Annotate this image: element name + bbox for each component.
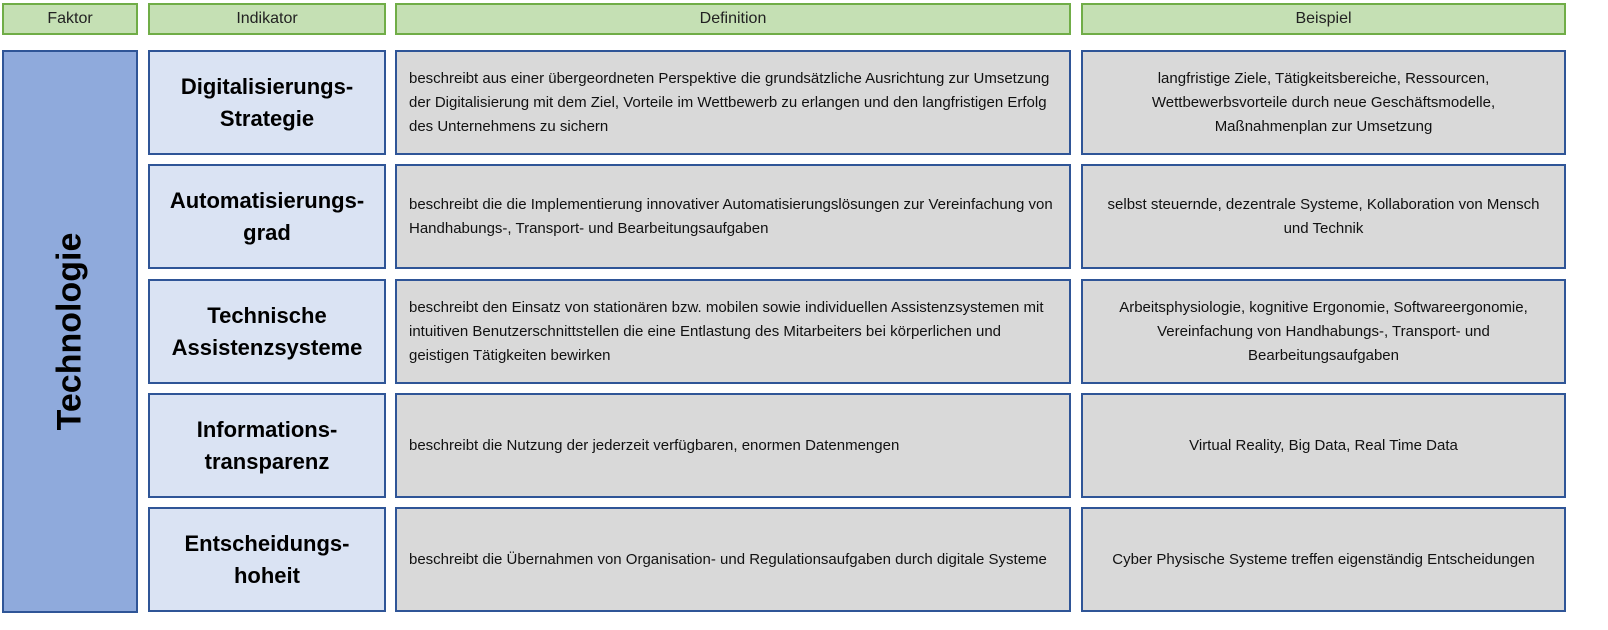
beispiel-text: Virtual Reality, Big Data, Real Time Data (1189, 436, 1458, 454)
header-indikator-label: Indikator (236, 10, 298, 27)
indikator-label: Entscheidungs- hoheit (184, 530, 350, 588)
indikator-cell-1 (148, 50, 386, 155)
header-indikator (148, 3, 386, 35)
indikator-cell-2 (148, 164, 386, 269)
beispiel-text: langfristige Ziele, Tätigkeitsbereiche, Ressourcen, Wettbewerbsvorteile durch neue Geschäftsmodelle, Maßnahmenplan zur Umsetzung (1151, 69, 1496, 135)
beispiel-text: Arbeitsphysiologie, kognitive Ergonomie, Softwareergonomie, Vereinfachung von Handhabungs-, Transport- und Bearbeitungsaufgaben (1119, 298, 1528, 364)
indikator-cell-3 (148, 279, 386, 384)
header-faktor (2, 3, 138, 35)
indikator-label: Automatisierungs- grad (169, 187, 365, 245)
faktor-cell (2, 50, 138, 613)
beispiel-text: selbst steuernde, dezentrale Systeme, Kollaboration von Mensch und Technik (1107, 195, 1540, 237)
definition-cell-5 (395, 507, 1071, 612)
beispiel-cell-1 (1081, 50, 1566, 155)
header-beispiel (1081, 3, 1566, 35)
faktor-label: Technologie (50, 232, 89, 431)
beispiel-cell-3 (1081, 279, 1566, 384)
indikator-cell-5 (148, 507, 386, 612)
definition-text: beschreibt aus einer übergeordneten Perspektive die grundsätzliche Ausrichtung zur Umsetzung der Digitalisierung mit dem Ziel, Vorteile im Wettbewerb zu erlangen und den langfristigen Erfolg des Unternehmens zu sichern (409, 69, 1050, 135)
definition-cell-3 (395, 279, 1071, 384)
definition-cell-4 (395, 393, 1071, 498)
header-definition-label: Definition (699, 10, 767, 27)
indikator-label: Technische Assistenzsysteme (171, 302, 363, 360)
definition-cell-2 (395, 164, 1071, 269)
definition-cell-1 (395, 50, 1071, 155)
beispiel-cell-5 (1081, 507, 1566, 612)
indikator-label: Digitalisierungs- Strategie (180, 73, 354, 131)
beispiel-text: Cyber Physische Systeme treffen eigenständig Entscheidungen (1112, 550, 1535, 568)
definition-text: beschreibt die Übernahmen von Organisation- und Regulationsaufgaben durch digitale Systeme (409, 550, 1047, 568)
definition-text: beschreibt die Nutzung der jederzeit verfügbaren, enormen Datenmengen (409, 436, 900, 454)
indikator-label: Informations- transparenz (196, 416, 338, 474)
definition-text: beschreibt die die Implementierung innovativer Automatisierungslösungen zur Vereinfachung von Handhabungs-, Transport- und Bearbeitungsaufgaben (409, 195, 1053, 237)
beispiel-cell-4 (1081, 393, 1566, 498)
indikator-cell-4 (148, 393, 386, 498)
definition-text: beschreibt den Einsatz von stationären bzw. mobilen sowie individuellen Assistenzsystemen mit intuitiven Benutzerschnittstellen die eine Entlastung des Mitarbeiters bei körperlichen und geistigen Tätigkeiten bewirken (409, 298, 1044, 364)
beispiel-cell-2 (1081, 164, 1566, 269)
header-beispiel-label: Beispiel (1295, 10, 1352, 27)
header-definition (395, 3, 1071, 35)
header-faktor-label: Faktor (47, 10, 93, 27)
